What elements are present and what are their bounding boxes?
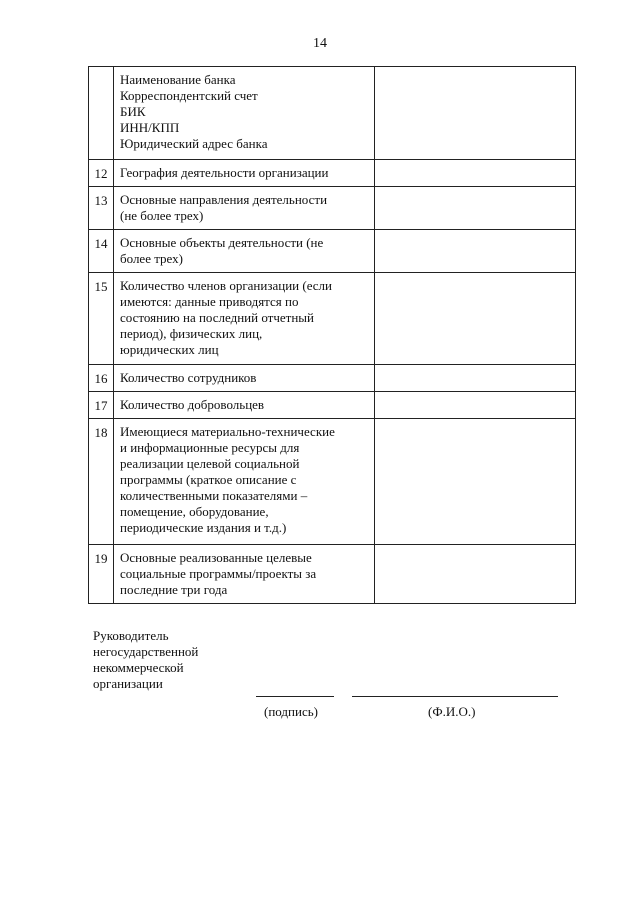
row-label [114,187,375,230]
table-row [89,365,576,392]
row-value-field[interactable] [375,392,576,419]
label-line: Количество добровольцев [120,397,265,412]
label-line: (не более трех) [120,208,204,223]
label-line: Корреспондентский счет [120,88,258,103]
row-value-field[interactable] [375,545,576,604]
row-value-field[interactable] [375,419,576,545]
table-row [89,419,576,545]
label-line: период), физических лиц, [120,326,263,341]
organization-info-table [88,66,576,604]
label-line: Наименование банка [120,72,236,87]
row-number: 15 [89,273,114,365]
row-number: 19 [89,545,114,604]
row-number [89,67,114,160]
row-label [114,273,375,365]
row-value-field[interactable] [375,273,576,365]
row-label [114,365,375,392]
label-line: и информационные ресурсы для [120,440,300,455]
label-line: более трех) [120,251,183,266]
signatory-title-line: негосударственной [93,644,199,659]
label-line: последние три года [120,582,228,597]
row-number: 14 [89,230,114,273]
row-number: 16 [89,365,114,392]
table-row [89,545,576,604]
label-line: имеются: данные приводятся по [120,294,299,309]
signature-line[interactable] [256,696,334,697]
label-line: юридических лиц [120,342,219,357]
row-number: 13 [89,187,114,230]
signature-caption: (подпись) [264,704,318,719]
row-value-field[interactable] [375,230,576,273]
row-label [114,230,375,273]
label-line: ИНН/КПП [120,120,180,135]
label-line: Юридический адрес банка [120,136,268,151]
label-line: социальные программы/проекты за [120,566,317,581]
row-number: 12 [89,160,114,187]
table-row [89,160,576,187]
label-line: Основные направления деятельности [120,192,328,207]
row-label [114,419,375,545]
label-line: Основные реализованные целевые [120,550,312,565]
name-caption: (Ф.И.О.) [428,704,476,719]
label-line: Имеющиеся материально-технические [120,424,335,439]
label-line: состоянию на последний отчетный [120,310,314,325]
name-line[interactable] [352,696,558,697]
label-line: периодические издания и т.д.) [120,520,287,535]
signatory-title [93,628,293,692]
label-line: Количество сотрудников [120,370,257,385]
table-row [89,392,576,419]
label-line: Количество членов организации (если [120,278,332,293]
signatory-title-line: организации [93,676,163,691]
table-row [89,273,576,365]
label-line: реализации целевой социальной [120,456,300,471]
row-value-field[interactable] [375,187,576,230]
label-line: программы (краткое описание с [120,472,297,487]
row-label [114,67,375,160]
label-line: помещение, оборудование, [120,504,269,519]
row-label [114,160,375,187]
table-row [89,187,576,230]
row-value-field[interactable] [375,365,576,392]
label-line: количественными показателями – [120,488,308,503]
label-line: БИК [120,104,146,119]
row-number: 18 [89,419,114,545]
signatory-title-line: Руководитель [93,628,169,643]
row-label [114,392,375,419]
row-number: 17 [89,392,114,419]
label-line: Основные объекты деятельности (не [120,235,324,250]
table-row [89,230,576,273]
label-line: География деятельности организации [120,165,329,180]
row-value-field[interactable] [375,67,576,160]
table-row [89,67,576,160]
signatory-title-line: некоммерческой [93,660,184,675]
row-value-field[interactable] [375,160,576,187]
page-number: 14 [313,36,327,51]
row-label [114,545,375,604]
